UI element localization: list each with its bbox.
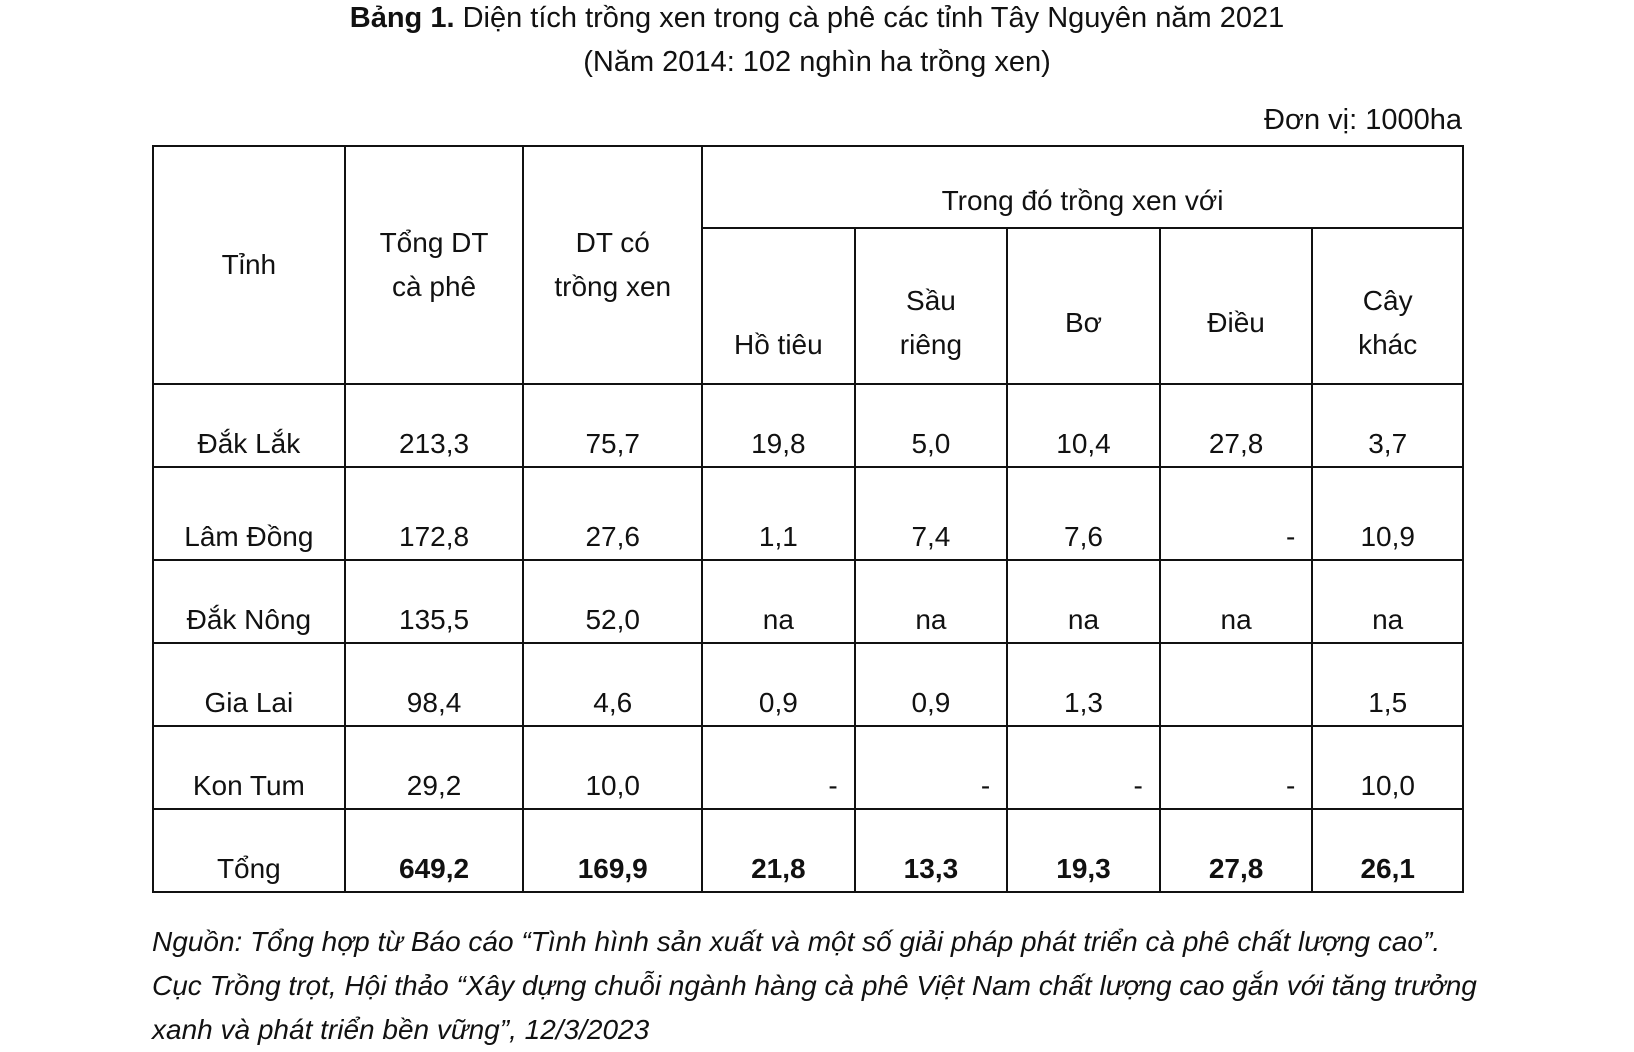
cell-other: 10,0 bbox=[1312, 726, 1463, 809]
table-row bbox=[153, 560, 1463, 643]
cell-cashew: 27,8 bbox=[1160, 384, 1313, 467]
source-line: xanh và phát triển bền vững”, 12/3/2023 bbox=[152, 1014, 650, 1045]
cell-other: 1,5 bbox=[1312, 643, 1463, 726]
subtitle: (Năm 2014: 102 nghìn ha trồng xen) bbox=[583, 46, 1051, 78]
cell-pepper: 21,8 bbox=[702, 809, 855, 892]
source-note bbox=[152, 920, 1542, 1052]
cell-other: na bbox=[1312, 560, 1463, 643]
cell-total: 29,2 bbox=[345, 726, 524, 809]
source-line: Cục Trồng trọt, Hội thảo “Xây dựng chuỗi ngành hàng cà phê Việt Nam chất lượng cao gắn với tăng trưởng bbox=[152, 970, 1477, 1001]
total-row bbox=[153, 809, 1463, 892]
cell-cashew: na bbox=[1160, 560, 1313, 643]
cell-pepper: 1,1 bbox=[702, 467, 855, 560]
table-row bbox=[153, 467, 1463, 560]
unit-label: Đơn vị: 1000ha bbox=[1264, 104, 1462, 136]
cell-avocado: - bbox=[1007, 726, 1160, 809]
cell-province: Lâm Đồng bbox=[153, 467, 345, 560]
cell-durian: na bbox=[855, 560, 1008, 643]
header-other: Cây khác bbox=[1312, 228, 1463, 384]
cell-total: 135,5 bbox=[345, 560, 524, 643]
table-row bbox=[153, 643, 1463, 726]
cell-total: 98,4 bbox=[345, 643, 524, 726]
cell-durian: 5,0 bbox=[855, 384, 1008, 467]
cell-cashew: 27,8 bbox=[1160, 809, 1313, 892]
cell-intercrop: 27,6 bbox=[523, 467, 702, 560]
cell-other: 10,9 bbox=[1312, 467, 1463, 560]
title-line bbox=[0, 0, 1634, 40]
header-intercrop-area: DT có trồng xen bbox=[523, 146, 702, 384]
source-line: Nguồn: Tổng hợp từ Báo cáo “Tình hình sản xuất và một số giải pháp phát triển cà phê chất lượng cao”. bbox=[152, 926, 1441, 957]
header-total-area: Tổng DT cà phê bbox=[345, 146, 524, 384]
table-row bbox=[153, 726, 1463, 809]
cell-cashew: - bbox=[1160, 467, 1313, 560]
cell-intercrop: 75,7 bbox=[523, 384, 702, 467]
header-cashew: Điều bbox=[1160, 228, 1313, 384]
cell-durian: 7,4 bbox=[855, 467, 1008, 560]
cell-intercrop: 10,0 bbox=[523, 726, 702, 809]
cell-pepper: na bbox=[702, 560, 855, 643]
header-avocado: Bơ bbox=[1007, 228, 1160, 384]
header-province: Tỉnh bbox=[153, 146, 345, 384]
cell-intercrop: 4,6 bbox=[523, 643, 702, 726]
cell-total: 213,3 bbox=[345, 384, 524, 467]
cell-other: 3,7 bbox=[1312, 384, 1463, 467]
cell-pepper: 19,8 bbox=[702, 384, 855, 467]
cell-avocado: 7,6 bbox=[1007, 467, 1160, 560]
cell-intercrop: 169,9 bbox=[523, 809, 702, 892]
cell-total: 649,2 bbox=[345, 809, 524, 892]
title-text: Diện tích trồng xen trong cà phê các tỉnh Tây Nguyên năm 2021 bbox=[462, 2, 1285, 34]
table-title bbox=[0, 0, 1634, 84]
data-table bbox=[152, 145, 1464, 893]
cell-durian: 13,3 bbox=[855, 809, 1008, 892]
cell-avocado: 1,3 bbox=[1007, 643, 1160, 726]
title-label: Bảng 1. bbox=[349, 2, 455, 34]
cell-avocado: 10,4 bbox=[1007, 384, 1160, 467]
table-row bbox=[153, 384, 1463, 467]
cell-province: Đắk Nông bbox=[153, 560, 345, 643]
cell-avocado: 19,3 bbox=[1007, 809, 1160, 892]
cell-durian: - bbox=[855, 726, 1008, 809]
cell-pepper: 0,9 bbox=[702, 643, 855, 726]
cell-province: Đắk Lắk bbox=[153, 384, 345, 467]
cell-province: Kon Tum bbox=[153, 726, 345, 809]
cell-other: 26,1 bbox=[1312, 809, 1463, 892]
header-durian: Sầu riêng bbox=[855, 228, 1008, 384]
cell-province: Tổng bbox=[153, 809, 345, 892]
cell-cashew bbox=[1160, 643, 1313, 726]
cell-cashew: - bbox=[1160, 726, 1313, 809]
header-pepper: Hồ tiêu bbox=[702, 228, 855, 384]
cell-durian: 0,9 bbox=[855, 643, 1008, 726]
cell-avocado: na bbox=[1007, 560, 1160, 643]
header-group-intercrop: Trong đó trồng xen với bbox=[702, 146, 1463, 228]
cell-intercrop: 52,0 bbox=[523, 560, 702, 643]
cell-total: 172,8 bbox=[345, 467, 524, 560]
cell-province: Gia Lai bbox=[153, 643, 345, 726]
cell-pepper: - bbox=[702, 726, 855, 809]
